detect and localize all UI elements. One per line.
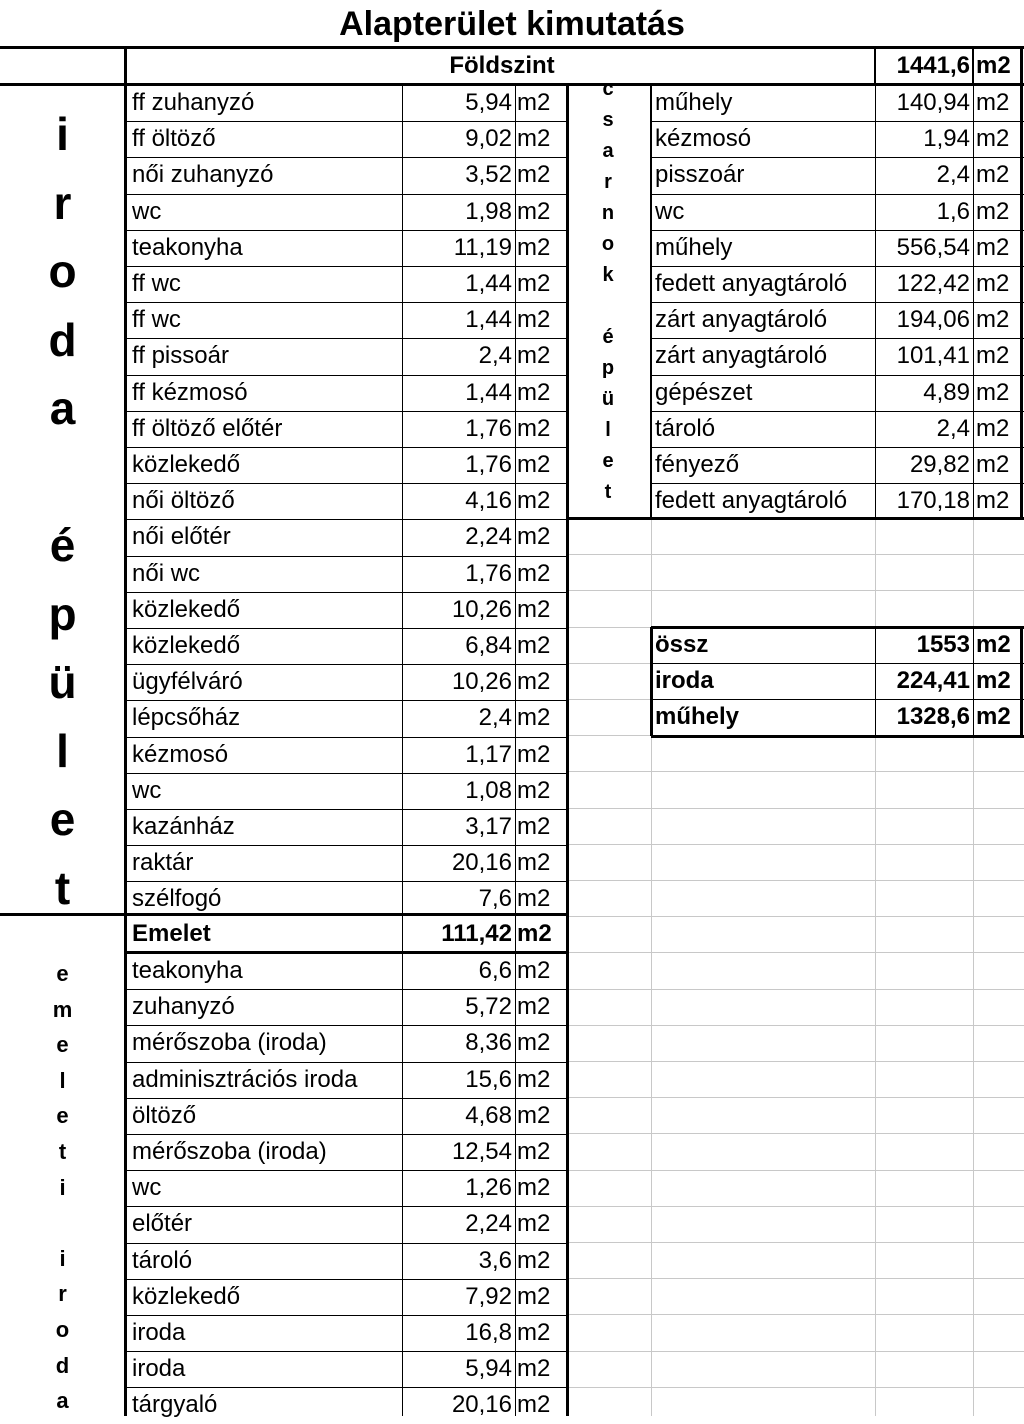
iroda_rows-name: közlekedő	[132, 632, 241, 659]
row-line	[125, 628, 567, 629]
csarnok_side_label-letter: ü	[601, 388, 615, 410]
iroda_rows-name: ff zuhanyzó	[132, 89, 255, 116]
row-line	[651, 157, 1024, 158]
csarnok_rows-value: 170,18	[896, 487, 970, 515]
row-line	[125, 664, 567, 665]
section-line	[0, 913, 125, 916]
section-line	[0, 83, 1024, 86]
csarnok_rows-value: 1,6	[936, 197, 970, 225]
emelet_rows-name: zuhanyzó	[132, 993, 235, 1021]
iroda_rows-name: ff öltöző	[132, 125, 216, 153]
iroda_rows-name: ff kézmosó	[132, 378, 248, 406]
csarnok_rows-value: 4,89	[923, 378, 970, 406]
iroda_rows-value: 4,16	[465, 487, 512, 515]
grid-row-line	[567, 880, 1024, 881]
iroda_rows-name: ff wc	[132, 270, 181, 297]
emelet_rows-unit: m2	[517, 957, 551, 984]
summary-top	[651, 626, 1024, 629]
csarnok_rows-value: 556,54	[896, 233, 970, 261]
csarnok_side_label-letter: r	[604, 171, 612, 193]
csarnok_side_label-letter: o	[601, 233, 615, 255]
csarnok_side_label-letter: c	[602, 78, 614, 100]
iroda_rows-value: 2,4	[478, 704, 512, 732]
iroda_rows-name: wc	[132, 776, 162, 804]
emeleti_side_label-letter: m	[52, 996, 73, 1022]
iroda_rows-name: lépcsőház	[132, 704, 241, 732]
iroda_rows-value: 1,76	[465, 451, 512, 478]
iroda_rows-name: ügyfélváró	[132, 668, 243, 696]
iroda_rows-name: raktár	[132, 849, 194, 877]
row-line	[125, 1134, 567, 1135]
row-line	[651, 302, 1024, 303]
grid-row-line	[567, 1278, 1024, 1279]
emelet_rows-value: 16,8	[465, 1319, 512, 1346]
csarnok_rows-unit: m2	[976, 378, 1010, 406]
csarnok_rows-value: 101,41	[896, 342, 970, 370]
iroda_rows-value: 1,76	[465, 559, 512, 587]
row-line	[125, 1351, 567, 1352]
iroda_rows-value: 3,17	[465, 813, 512, 840]
grid-row-line	[567, 1025, 1024, 1026]
row-line	[125, 700, 567, 701]
iroda_rows-value: 1,08	[465, 776, 512, 804]
row-line	[125, 1062, 567, 1063]
emelet_rows-value: 5,94	[465, 1355, 512, 1383]
row-line	[125, 592, 567, 593]
emelet_rows-unit: m2	[517, 1319, 551, 1346]
emelet_rows-name: mérőszoba (iroda)	[132, 1138, 327, 1165]
iroda_rows-unit: m2	[517, 523, 551, 551]
csarnok_side_label-letter: l	[605, 419, 611, 441]
column-line	[973, 627, 974, 736]
column-line	[124, 47, 127, 1416]
iroda_rows-value: 1,44	[465, 306, 512, 334]
column-line	[972, 47, 974, 84]
emelet_rows-name: tárgyaló	[132, 1391, 218, 1419]
foldszint-unit: m2	[976, 52, 1011, 79]
csarnok_rows-unit: m2	[976, 270, 1010, 297]
iroda_rows-value: 1,44	[465, 378, 512, 406]
row-line	[125, 411, 567, 412]
row-line	[125, 1025, 567, 1026]
csarnok_rows-value: 122,42	[896, 270, 970, 297]
csarnok_rows-value: 29,82	[909, 451, 970, 478]
csarnok_rows-value: 1,94	[923, 125, 970, 153]
column-line	[402, 84, 403, 1416]
emelet_rows-unit: m2	[517, 1355, 551, 1383]
csarnok_rows-name: gépészet	[655, 378, 753, 406]
emelet_rows-name: közlekedő	[132, 1282, 241, 1310]
emeleti_side_label-letter	[0, 1205, 125, 1241]
csarnok_rows-name: műhely	[655, 89, 733, 116]
emelet_rows-value: 6,6	[478, 957, 512, 984]
iroda_rows-name: közlekedő	[132, 595, 241, 623]
iroda_rows-name: női előtér	[132, 523, 231, 551]
grid-row-line	[567, 808, 1024, 809]
row-line	[125, 302, 567, 303]
iroda_rows-unit: m2	[517, 487, 551, 515]
summary_rows-value: 224,41	[896, 667, 970, 695]
csarnok_rows-unit: m2	[976, 89, 1010, 116]
iroda_side_label-letter: e	[49, 793, 76, 845]
row-line	[125, 375, 567, 376]
iroda_rows-value: 1,17	[465, 740, 512, 768]
iroda_rows-unit: m2	[517, 885, 551, 913]
emelet_rows-unit: m2	[517, 1174, 551, 1202]
emeleti_side_label-letter: r	[58, 1281, 67, 1307]
row-line	[125, 266, 567, 267]
iroda_rows-value: 2,4	[478, 342, 512, 370]
emelet_rows-name: teakonyha	[132, 957, 243, 984]
iroda_side_label-letter: p	[48, 587, 77, 640]
csarnok_rows-unit: m2	[976, 233, 1010, 261]
row-line	[125, 194, 567, 195]
row-line	[651, 483, 1024, 484]
emelet_rows-unit: m2	[517, 1138, 551, 1165]
grid-row-line	[567, 952, 1024, 953]
iroda_rows-unit: m2	[517, 233, 551, 261]
iroda_side_label-letter: r	[53, 176, 72, 229]
emelet_rows-value: 12,54	[451, 1138, 512, 1165]
summary_rows-unit: m2	[976, 667, 1011, 695]
emeleti_side_label-letter: a	[56, 1388, 69, 1414]
foldszint-label: Földszint	[449, 52, 555, 79]
iroda_rows-value: 10,26	[451, 668, 512, 696]
csarnok_side_label-letter: a	[602, 140, 614, 162]
row-line	[125, 230, 567, 231]
csarnok_rows-name: zárt anyagtároló	[655, 342, 828, 370]
row-line	[125, 483, 567, 484]
summary-bottom	[651, 735, 1024, 738]
iroda_rows-name: wc	[132, 197, 162, 225]
csarnok_rows-unit: m2	[976, 197, 1010, 225]
iroda_rows-unit: m2	[517, 378, 551, 406]
iroda_rows-unit: m2	[517, 270, 551, 297]
csarnok_rows-name: fedett anyagtároló	[655, 270, 848, 297]
foldszint-value: 1441,6	[896, 52, 970, 79]
iroda_side_label-letter: é	[49, 519, 76, 571]
emelet_rows-unit: m2	[517, 1210, 551, 1238]
grid-row-line	[567, 590, 1024, 591]
emelet_rows-name: adminisztrációs iroda	[132, 1065, 358, 1093]
row-line	[651, 230, 1024, 231]
emelet_rows-name: tároló	[132, 1246, 193, 1274]
row-line	[125, 989, 567, 990]
csarnok_rows-name: pisszoár	[655, 161, 745, 189]
row-line	[125, 1387, 567, 1388]
grid-row-line	[567, 1387, 1024, 1388]
row-line	[651, 121, 1024, 122]
row-line	[125, 1170, 567, 1171]
grid-row-line	[567, 1314, 1024, 1315]
iroda_rows-unit: m2	[517, 197, 551, 225]
iroda_rows-name: ff öltöző előtér	[132, 414, 283, 442]
column-line	[515, 84, 516, 1416]
section-line	[125, 951, 567, 954]
iroda_rows-value: 1,44	[465, 270, 512, 297]
emelet_rows-unit: m2	[517, 1101, 551, 1129]
iroda_rows-value: 3,52	[465, 161, 512, 189]
iroda_rows-name: kézmosó	[132, 740, 229, 768]
emelet_rows-unit: m2	[517, 993, 551, 1021]
summary-border	[1020, 627, 1023, 736]
emelet-label: Emelet	[132, 920, 211, 947]
iroda_rows-name: közlekedő	[132, 451, 241, 478]
csarnok_rows-unit: m2	[976, 414, 1010, 442]
csarnok_rows-unit: m2	[976, 125, 1010, 153]
summary-border	[650, 627, 653, 736]
grid-row-line	[567, 1097, 1024, 1098]
emelet_rows-unit: m2	[517, 1391, 551, 1419]
iroda_side_label-letter: t	[54, 861, 71, 914]
csarnok_rows-name: fedett anyagtároló	[655, 487, 848, 515]
emeleti_side_label-letter: t	[58, 1139, 67, 1164]
emelet_rows-value: 3,6	[478, 1246, 512, 1274]
csarnok_side_label-letter: k	[602, 264, 614, 286]
iroda_rows-value: 6,84	[465, 632, 512, 659]
iroda_rows-value: 11,19	[453, 233, 512, 261]
row-line	[125, 447, 567, 448]
row-line	[125, 121, 567, 122]
row-line	[651, 266, 1024, 267]
row-line	[125, 1098, 567, 1099]
summary_rows-unit: m2	[976, 631, 1011, 658]
emelet_rows-unit: m2	[517, 1246, 551, 1274]
iroda_rows-unit: m2	[517, 849, 551, 877]
row-line	[125, 809, 567, 810]
row-line	[125, 1243, 567, 1244]
csarnok_rows-name: tároló	[655, 414, 716, 442]
iroda_rows-value: 1,98	[465, 197, 512, 225]
row-line	[125, 773, 567, 774]
csarnok_rows-name: kézmosó	[655, 125, 752, 153]
summary_rows-unit: m2	[976, 703, 1011, 731]
iroda_rows-name: teakonyha	[132, 233, 243, 261]
csarnok_side_label-letter: p	[601, 357, 615, 379]
row-line	[651, 194, 1024, 195]
iroda_rows-value: 9,02	[465, 125, 512, 153]
csarnok_rows-unit: m2	[976, 306, 1010, 334]
emelet_rows-value: 15,6	[465, 1065, 512, 1093]
emelet_rows-name: öltöző	[132, 1101, 197, 1129]
iroda_rows-unit: m2	[517, 414, 551, 442]
iroda_rows-unit: m2	[517, 559, 551, 587]
row-line	[651, 375, 1024, 376]
iroda_rows-value: 1,76	[465, 414, 512, 442]
emelet-unit: m2	[517, 920, 552, 947]
emeleti_side_label-letter: e	[56, 961, 69, 986]
row-line	[125, 157, 567, 158]
csarnok_rows-value: 2,4	[936, 414, 970, 442]
emelet_rows-value: 4,68	[465, 1101, 512, 1129]
row-line	[125, 338, 567, 339]
iroda_side_label-letter	[0, 443, 125, 512]
iroda_rows-unit: m2	[517, 89, 551, 116]
iroda_rows-unit: m2	[517, 776, 551, 804]
emeleti_side_label-letter: d	[55, 1352, 70, 1378]
emeleti_side_label-letter: e	[56, 1103, 69, 1129]
row-line	[125, 881, 567, 882]
csarnok_rows-unit: m2	[976, 451, 1010, 478]
row-line	[125, 1206, 567, 1207]
summary_rows-value: 1553	[916, 631, 970, 658]
grid-row-line	[567, 1242, 1024, 1243]
page-title: Alapterület kimutatás	[339, 5, 685, 43]
csarnok_side_label-letter: é	[602, 326, 614, 348]
emeleti_side_label-letter: i	[59, 1174, 66, 1200]
iroda_rows-unit: m2	[517, 704, 551, 732]
column-line	[566, 84, 569, 1416]
iroda_side_label-letter: l	[56, 724, 69, 777]
summary_rows-value: 1328,6	[896, 703, 970, 731]
column-line	[874, 47, 876, 84]
grid-row-line	[567, 844, 1024, 845]
column-line	[650, 84, 652, 518]
iroda_rows-unit: m2	[517, 342, 551, 370]
iroda_rows-value: 7,6	[478, 885, 512, 913]
row-line	[651, 447, 1024, 448]
iroda_rows-name: ff wc	[132, 306, 181, 334]
csarnok_rows-value: 194,06	[896, 306, 970, 334]
grid-row-line	[567, 1170, 1024, 1171]
iroda_rows-name: női öltöző	[132, 487, 235, 515]
row-line	[651, 411, 1024, 412]
iroda_side_label-letter: d	[48, 313, 77, 366]
row-line	[651, 699, 1024, 700]
emelet_rows-value: 20,16	[451, 1391, 512, 1419]
row-line	[125, 519, 567, 520]
row-line	[125, 1315, 567, 1316]
emelet_rows-value: 8,36	[465, 1029, 512, 1057]
summary_rows-name: iroda	[655, 667, 714, 695]
iroda_rows-value: 10,26	[451, 595, 512, 623]
emelet_rows-unit: m2	[517, 1065, 551, 1093]
section-line	[567, 517, 1024, 520]
iroda_side_label-letter: i	[56, 108, 69, 160]
csarnok_rows-name: fényező	[655, 451, 740, 478]
csarnok_rows-name: műhely	[655, 233, 733, 261]
iroda_rows-unit: m2	[517, 125, 551, 153]
iroda_rows-unit: m2	[517, 306, 551, 334]
csarnok_side_label-letter: n	[601, 202, 615, 224]
summary_rows-name: össz	[655, 631, 709, 658]
row-line	[651, 663, 1024, 664]
grid-row-line	[567, 916, 1024, 917]
row-line	[125, 1279, 567, 1280]
emelet_rows-name: mérőszoba (iroda)	[132, 1029, 327, 1057]
iroda_rows-name: szélfogó	[132, 885, 222, 913]
row-line	[651, 338, 1024, 339]
emelet_rows-name: iroda	[132, 1319, 186, 1346]
grid-row-line	[567, 554, 1024, 555]
iroda_rows-unit: m2	[517, 632, 551, 659]
iroda_rows-name: női zuhanyzó	[132, 161, 274, 189]
emelet_rows-name: iroda	[132, 1355, 186, 1383]
iroda_rows-value: 5,94	[465, 89, 512, 116]
grid-row-line	[567, 1133, 1024, 1134]
iroda_rows-unit: m2	[517, 451, 551, 478]
emelet_rows-value: 2,24	[465, 1210, 512, 1238]
iroda_rows-value: 20,16	[451, 849, 512, 877]
row-line	[125, 845, 567, 846]
csarnok_side_label-letter: e	[602, 450, 614, 472]
csarnok_rows-name: wc	[655, 197, 685, 225]
iroda_rows-name: ff pissoár	[132, 342, 229, 370]
iroda_rows-unit: m2	[517, 595, 551, 623]
iroda_rows-unit: m2	[517, 161, 551, 189]
csarnok_side_label-letter	[567, 291, 649, 322]
grid-row-line	[567, 989, 1024, 990]
summary_rows-name: műhely	[655, 703, 740, 731]
emeleti_side_label-letter: i	[59, 1245, 66, 1271]
column-line	[875, 627, 876, 736]
emelet_rows-unit: m2	[517, 1029, 551, 1057]
grid-row-line	[567, 1061, 1024, 1062]
csarnok_side_label-letter: s	[602, 109, 614, 131]
emelet_rows-value: 7,92	[465, 1282, 512, 1310]
csarnok_rows-name: zárt anyagtároló	[655, 306, 828, 334]
iroda_side_label-letter: a	[49, 382, 76, 434]
emelet_rows-unit: m2	[517, 1282, 551, 1310]
grid-row-line	[567, 1206, 1024, 1207]
row-line	[125, 556, 567, 557]
iroda_rows-name: kazánház	[132, 813, 235, 840]
emeleti_side_label-letter: o	[55, 1317, 70, 1342]
section-line	[125, 913, 567, 916]
column-line	[973, 84, 974, 518]
iroda_side_label-letter: ü	[48, 656, 77, 708]
iroda_rows-unit: m2	[517, 740, 551, 768]
emeleti_side_label-letter: e	[56, 1032, 69, 1058]
csarnok_rows-unit: m2	[976, 161, 1010, 189]
grid-row-line	[567, 771, 1024, 772]
emelet_rows-value: 1,26	[465, 1174, 512, 1202]
column-line	[875, 84, 876, 518]
csarnok_rows-unit: m2	[976, 487, 1010, 515]
csarnok_rows-value: 140,94	[896, 89, 970, 116]
emelet_rows-value: 5,72	[465, 993, 512, 1021]
title-underline	[0, 46, 1024, 49]
row-line	[125, 737, 567, 738]
iroda_rows-unit: m2	[517, 813, 551, 840]
iroda_side_label-letter: o	[48, 245, 77, 297]
csarnok_side_label-letter: t	[604, 481, 612, 503]
emelet-value: 111,42	[441, 920, 512, 947]
grid-row-line	[567, 1351, 1024, 1352]
emeleti_side_label-letter: l	[59, 1067, 66, 1093]
iroda_rows-value: 2,24	[465, 523, 512, 551]
csarnok_rows-value: 2,4	[936, 161, 970, 189]
iroda_rows-unit: m2	[517, 668, 551, 696]
csarnok_rows-unit: m2	[976, 342, 1010, 370]
iroda_rows-name: női wc	[132, 559, 201, 587]
emelet_rows-name: előtér	[132, 1210, 193, 1238]
emelet_rows-name: wc	[132, 1174, 162, 1202]
